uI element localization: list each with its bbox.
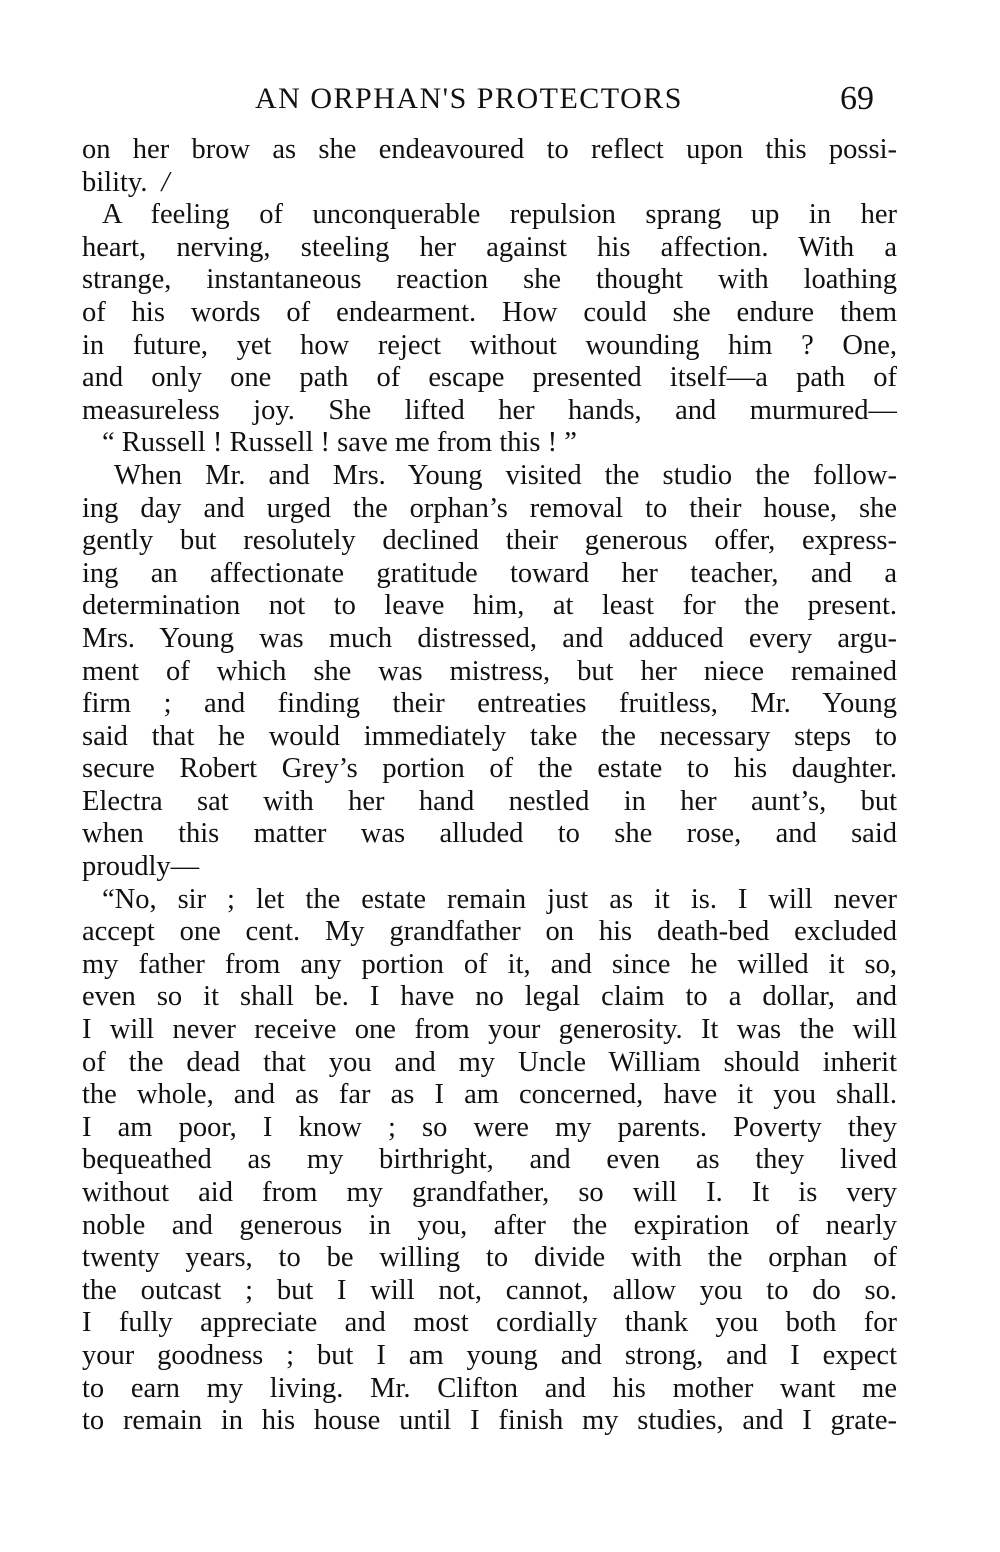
text-line: I fully appreciate and most cordially thank you both for — [82, 1307, 897, 1339]
text-line: to earn my living. Mr. Clifton and his mother want me — [82, 1372, 897, 1404]
text-line: I am poor, I know ; so were my parents. Poverty they — [82, 1111, 897, 1143]
text-line: gently but resolutely declined their generous offer, express- — [82, 525, 897, 557]
text-line: to remain in his house until I finish my studies, and I grate- — [82, 1405, 897, 1437]
text-line: proudly— — [82, 851, 200, 883]
body-text — [82, 134, 897, 1438]
text-line: ment of which she was mistress, but her niece remained — [82, 655, 897, 687]
text-line: without aid from my grandfather, so will I. It is very — [82, 1177, 897, 1208]
text-line: of his words of endearment. How could she endure them — [82, 296, 897, 328]
text-line: strange, instantaneous reaction she thought with loathing — [82, 264, 897, 296]
text-line: the outcast ; but I will not, cannot, allow you to do so. — [82, 1274, 897, 1306]
text-line: of the dead that you and my Uncle William should inherit — [82, 1046, 897, 1078]
text-line: bequeathed as my birthright, and even as they lived — [82, 1144, 897, 1176]
text-line: on her brow as she endeavoured to reflect upon this possi- — [82, 134, 897, 165]
text-line: noble and generous in you, after the expiration of nearly — [82, 1209, 897, 1241]
text-line: secure Robert Grey’s portion of the estate to his daughter. — [82, 753, 897, 785]
text-line: said that he would immediately take the necessary steps to — [82, 720, 897, 752]
text-line: when this matter was alluded to she rose, and said — [82, 818, 897, 850]
text-line: my father from any portion of it, and since he willed it so, — [82, 948, 897, 980]
text-line: Electra sat with her hand nestled in her aunt’s, but — [82, 785, 897, 817]
text-line: heart, nerving, steeling her against his affection. With a — [82, 231, 897, 263]
running-head — [0, 82, 1000, 122]
text-line: ing day and urged the orphan’s removal to their house, she — [82, 492, 897, 524]
text-line: and only one path of escape presented itself—a path of — [82, 362, 897, 394]
text-line: accept one cent. My grandfather on his death-bed excluded — [82, 916, 897, 948]
text-line: “No, sir ; let the estate remain just as it is. I will never — [102, 883, 897, 915]
text-line: the whole, and as far as I am concerned, have it you shall. — [82, 1079, 897, 1111]
running-title: AN ORPHAN'S PROTECTORS — [255, 82, 683, 115]
stray-mark: / — [161, 166, 170, 198]
text-line: When Mr. and Mrs. Young visited the studio the follow- — [114, 459, 897, 491]
text-line: bility. — [82, 166, 148, 198]
text-line: I will never receive one from your generosity. It was the will — [82, 1014, 897, 1046]
text-line: ing an affectionate gratitude toward her teacher, and a — [82, 557, 897, 589]
text-line: your goodness ; but I am young and strong, and I expect — [82, 1339, 897, 1371]
text-line: twenty years, to be willing to divide with the orphan of — [82, 1242, 897, 1274]
text-line-with-mark — [82, 167, 897, 200]
text-line: even so it shall be. I have no legal claim to a dollar, and — [82, 981, 897, 1013]
text-line: in future, yet how reject without wounding him ? One, — [82, 329, 897, 361]
text-line: determination not to leave him, at least for the present. — [82, 590, 897, 622]
text-line: “ Russell ! Russell ! save me from this ! ” — [102, 427, 577, 459]
text-line: measureless joy. She lifted her hands, and murmured— — [82, 394, 897, 426]
text-line: firm ; and finding their entreaties fruitless, Mr. Young — [82, 688, 897, 720]
text-line: A feeling of unconquerable repulsion sprang up in her — [102, 199, 897, 231]
text-line: Mrs. Young was much distressed, and adduced every argu- — [82, 622, 897, 654]
page-number: 69 — [840, 80, 874, 117]
